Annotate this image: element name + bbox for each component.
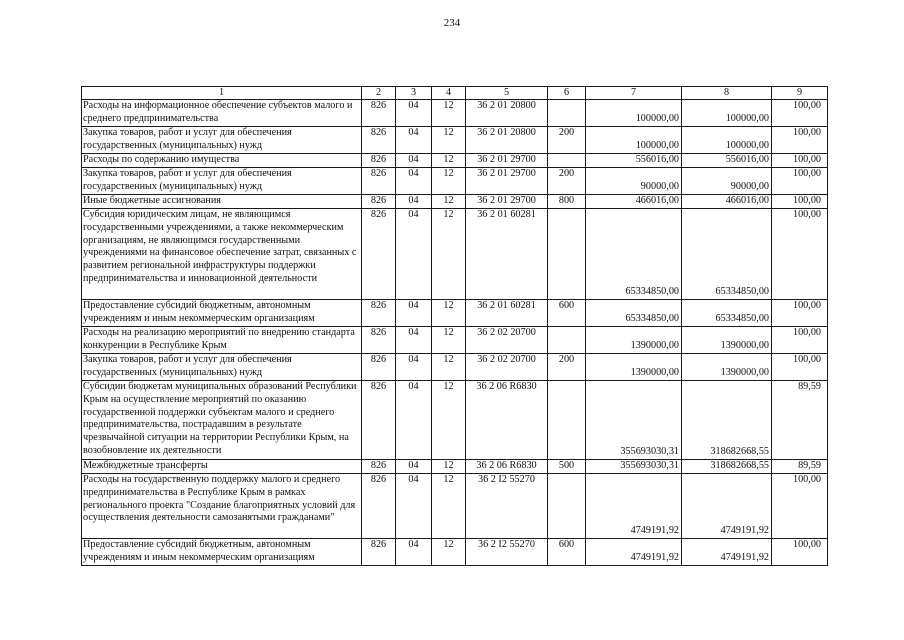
section-code: 04 (396, 354, 432, 381)
expense-name: Закупка товаров, работ и услуг для обеспечения государственных (муниципальных) нужд (82, 354, 362, 381)
column-header: 2 (362, 87, 396, 100)
expense-name: Субсидия юридическим лицам, не являющимся государственными учреждениями, а также некоммерческим организациям, не являющимся государственными учреждениями на финансовое обеспечение затрат, связанных с развитием региональной инфраструктуры поддержки предпринимательства и инновационной деятельности (82, 209, 362, 300)
target-article: 36 2 01 29700 (466, 195, 548, 209)
target-article: 36 2 I2 55270 (466, 474, 548, 539)
ministry-code: 826 (362, 381, 396, 460)
column-header: 7 (586, 87, 682, 100)
executed-amount: 556016,00 (682, 154, 772, 168)
expense-type: 200 (548, 127, 586, 154)
target-article: 36 2 02 20700 (466, 327, 548, 354)
planned-amount: 4749191,92 (586, 539, 682, 566)
subsection-code: 12 (432, 300, 466, 327)
ministry-code: 826 (362, 100, 396, 127)
section-code: 04 (396, 168, 432, 195)
subsection-code: 12 (432, 195, 466, 209)
section-code: 04 (396, 381, 432, 460)
table-row (82, 354, 828, 381)
target-article: 36 2 I2 55270 (466, 539, 548, 566)
table-row (82, 127, 828, 154)
execution-percent: 100,00 (772, 127, 828, 154)
column-header: 8 (682, 87, 772, 100)
executed-amount: 65334850,00 (682, 300, 772, 327)
subsection-code: 12 (432, 168, 466, 195)
table-row (82, 168, 828, 195)
ministry-code: 826 (362, 209, 396, 300)
ministry-code: 826 (362, 168, 396, 195)
table-row (82, 154, 828, 168)
expense-type: 600 (548, 539, 586, 566)
execution-percent: 89,59 (772, 381, 828, 460)
column-header: 3 (396, 87, 432, 100)
column-header: 4 (432, 87, 466, 100)
section-code: 04 (396, 300, 432, 327)
section-code: 04 (396, 539, 432, 566)
section-code: 04 (396, 474, 432, 539)
executed-amount: 1390000,00 (682, 327, 772, 354)
execution-percent: 100,00 (772, 168, 828, 195)
execution-percent: 100,00 (772, 195, 828, 209)
subsection-code: 12 (432, 209, 466, 300)
table-row (82, 100, 828, 127)
planned-amount: 556016,00 (586, 154, 682, 168)
table-row (82, 474, 828, 539)
expense-name: Расходы на информационное обеспечение субъектов малого и среднего предпринимательства (82, 100, 362, 127)
expense-name: Закупка товаров, работ и услуг для обеспечения государственных (муниципальных) нужд (82, 127, 362, 154)
planned-amount: 1390000,00 (586, 327, 682, 354)
executed-amount: 65334850,00 (682, 209, 772, 300)
planned-amount: 355693030,31 (586, 381, 682, 460)
executed-amount: 4749191,92 (682, 474, 772, 539)
table-row (82, 195, 828, 209)
execution-percent: 100,00 (772, 100, 828, 127)
section-code: 04 (396, 154, 432, 168)
planned-amount: 90000,00 (586, 168, 682, 195)
execution-percent: 89,59 (772, 460, 828, 474)
execution-percent: 100,00 (772, 300, 828, 327)
target-article: 36 2 06 R6830 (466, 460, 548, 474)
target-article: 36 2 02 20700 (466, 354, 548, 381)
ministry-code: 826 (362, 354, 396, 381)
target-article: 36 2 01 29700 (466, 154, 548, 168)
execution-percent: 100,00 (772, 154, 828, 168)
planned-amount: 65334850,00 (586, 300, 682, 327)
planned-amount: 1390000,00 (586, 354, 682, 381)
planned-amount: 466016,00 (586, 195, 682, 209)
execution-percent: 100,00 (772, 354, 828, 381)
expense-type: 600 (548, 300, 586, 327)
target-article: 36 2 01 60281 (466, 209, 548, 300)
expense-type: 500 (548, 460, 586, 474)
expense-name: Предоставление субсидий бюджетным, автономным учреждениям и иным некоммерческим организациям (82, 539, 362, 566)
target-article: 36 2 01 29700 (466, 168, 548, 195)
ministry-code: 826 (362, 154, 396, 168)
execution-percent: 100,00 (772, 474, 828, 539)
table-row (82, 460, 828, 474)
expense-type: 200 (548, 168, 586, 195)
planned-amount: 355693030,31 (586, 460, 682, 474)
ministry-code: 826 (362, 474, 396, 539)
section-code: 04 (396, 460, 432, 474)
ministry-code: 826 (362, 195, 396, 209)
expense-type (548, 154, 586, 168)
subsection-code: 12 (432, 460, 466, 474)
subsection-code: 12 (432, 154, 466, 168)
planned-amount: 4749191,92 (586, 474, 682, 539)
column-header: 1 (82, 87, 362, 100)
subsection-code: 12 (432, 100, 466, 127)
expense-type: 200 (548, 354, 586, 381)
expense-name: Расходы по содержанию имущества (82, 154, 362, 168)
expense-name: Закупка товаров, работ и услуг для обеспечения государственных (муниципальных) нужд (82, 168, 362, 195)
expense-name: Иные бюджетные ассигнования (82, 195, 362, 209)
ministry-code: 826 (362, 327, 396, 354)
executed-amount: 90000,00 (682, 168, 772, 195)
ministry-code: 826 (362, 460, 396, 474)
section-code: 04 (396, 127, 432, 154)
section-code: 04 (396, 209, 432, 300)
executed-amount: 1390000,00 (682, 354, 772, 381)
header-row (82, 87, 828, 100)
subsection-code: 12 (432, 539, 466, 566)
section-code: 04 (396, 100, 432, 127)
expense-name: Предоставление субсидий бюджетным, автономным учреждениям и иным некоммерческим организациям (82, 300, 362, 327)
expense-name: Расходы на государственную поддержку малого и среднего предпринимательства в Республике Крым в рамках регионального проекта "Создание благоприятных условий для осуществления деятельности самозанятыми гражданами" (82, 474, 362, 539)
column-header: 9 (772, 87, 828, 100)
expense-name: Расходы на реализацию мероприятий по внедрению стандарта конкуренции в Республике Крым (82, 327, 362, 354)
subsection-code: 12 (432, 354, 466, 381)
table-row (82, 327, 828, 354)
target-article: 36 2 01 20800 (466, 100, 548, 127)
expense-type (548, 100, 586, 127)
table-row (82, 539, 828, 566)
subsection-code: 12 (432, 327, 466, 354)
execution-percent: 100,00 (772, 327, 828, 354)
ministry-code: 826 (362, 539, 396, 566)
page-number: 234 (443, 17, 461, 29)
expense-type (548, 327, 586, 354)
execution-percent: 100,00 (772, 539, 828, 566)
table-row (82, 209, 828, 300)
executed-amount: 100000,00 (682, 100, 772, 127)
executed-amount: 318682668,55 (682, 381, 772, 460)
column-header: 5 (466, 87, 548, 100)
planned-amount: 100000,00 (586, 100, 682, 127)
section-code: 04 (396, 327, 432, 354)
table-row (82, 300, 828, 327)
execution-percent: 100,00 (772, 209, 828, 300)
ministry-code: 826 (362, 127, 396, 154)
expense-type (548, 209, 586, 300)
planned-amount: 100000,00 (586, 127, 682, 154)
expense-type (548, 381, 586, 460)
table-row (82, 381, 828, 460)
executed-amount: 466016,00 (682, 195, 772, 209)
subsection-code: 12 (432, 474, 466, 539)
executed-amount: 4749191,92 (682, 539, 772, 566)
subsection-code: 12 (432, 381, 466, 460)
planned-amount: 65334850,00 (586, 209, 682, 300)
executed-amount: 100000,00 (682, 127, 772, 154)
target-article: 36 2 06 R6830 (466, 381, 548, 460)
section-code: 04 (396, 195, 432, 209)
expense-name: Субсидии бюджетам муниципальных образований Республики Крым на осуществление мероприятий по оказанию государственной поддержки субъектам малого и среднего предпринимательства, пострадавшим в результате чрезвычайной ситуации на территории Республики Крым, на возобновление их деятельности (82, 381, 362, 460)
target-article: 36 2 01 20800 (466, 127, 548, 154)
ministry-code: 826 (362, 300, 396, 327)
subsection-code: 12 (432, 127, 466, 154)
expense-name: Межбюджетные трансферты (82, 460, 362, 474)
column-header: 6 (548, 87, 586, 100)
expense-type: 800 (548, 195, 586, 209)
expense-type (548, 474, 586, 539)
target-article: 36 2 01 60281 (466, 300, 548, 327)
executed-amount: 318682668,55 (682, 460, 772, 474)
budget-table (81, 86, 828, 566)
